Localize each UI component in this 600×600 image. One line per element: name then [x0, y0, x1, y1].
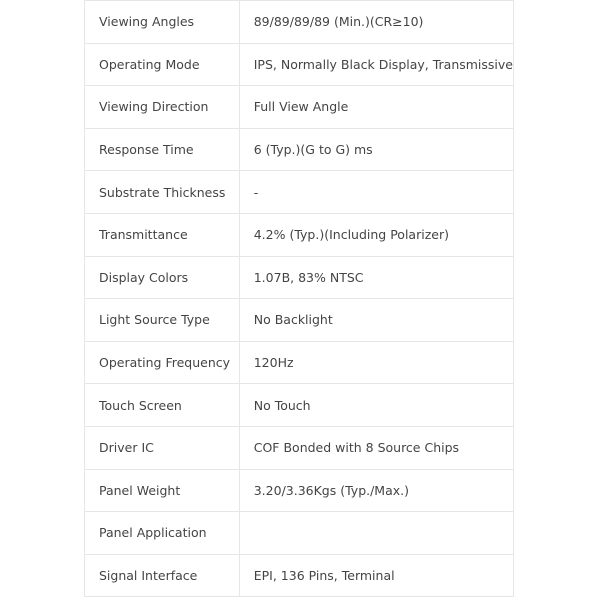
spec-value: -: [239, 171, 513, 214]
table-row: [85, 43, 514, 86]
spec-label: Viewing Direction: [85, 86, 240, 129]
table-row: [85, 426, 514, 469]
table-row: [85, 128, 514, 171]
table-row: [85, 469, 514, 512]
table-row: [85, 86, 514, 129]
spec-table: [84, 0, 514, 597]
spec-table-body: [85, 1, 514, 597]
table-row: [85, 554, 514, 597]
spec-label: Display Colors: [85, 256, 240, 299]
table-row: [85, 384, 514, 427]
spec-value: 6 (Typ.)(G to G) ms: [239, 128, 513, 171]
spec-value: [239, 512, 513, 555]
spec-label: Substrate Thickness: [85, 171, 240, 214]
spec-label: Transmittance: [85, 213, 240, 256]
table-row: [85, 256, 514, 299]
table-row: [85, 512, 514, 555]
spec-label: Response Time: [85, 128, 240, 171]
spec-value: 89/89/89/89 (Min.)(CR≥10): [239, 1, 513, 44]
spec-value: Full View Angle: [239, 86, 513, 129]
spec-value: 1.07B, 83% NTSC: [239, 256, 513, 299]
table-row: [85, 341, 514, 384]
spec-label: Touch Screen: [85, 384, 240, 427]
spec-value: COF Bonded with 8 Source Chips: [239, 426, 513, 469]
spec-label: Viewing Angles: [85, 1, 240, 44]
table-row: [85, 299, 514, 342]
spec-label: Light Source Type: [85, 299, 240, 342]
table-row: [85, 171, 514, 214]
spec-value: IPS, Normally Black Display, Transmissive: [239, 43, 513, 86]
spec-label: Signal Interface: [85, 554, 240, 597]
spec-label: Panel Application: [85, 512, 240, 555]
spec-value: EPI, 136 Pins, Terminal: [239, 554, 513, 597]
spec-label: Panel Weight: [85, 469, 240, 512]
table-row: [85, 1, 514, 44]
spec-value: 3.20/3.36Kgs (Typ./Max.): [239, 469, 513, 512]
spec-label: Operating Frequency: [85, 341, 240, 384]
spec-label: Operating Mode: [85, 43, 240, 86]
spec-value: No Touch: [239, 384, 513, 427]
spec-value: No Backlight: [239, 299, 513, 342]
spec-label: Driver IC: [85, 426, 240, 469]
table-row: [85, 213, 514, 256]
spec-value: 120Hz: [239, 341, 513, 384]
spec-value: 4.2% (Typ.)(Including Polarizer): [239, 213, 513, 256]
